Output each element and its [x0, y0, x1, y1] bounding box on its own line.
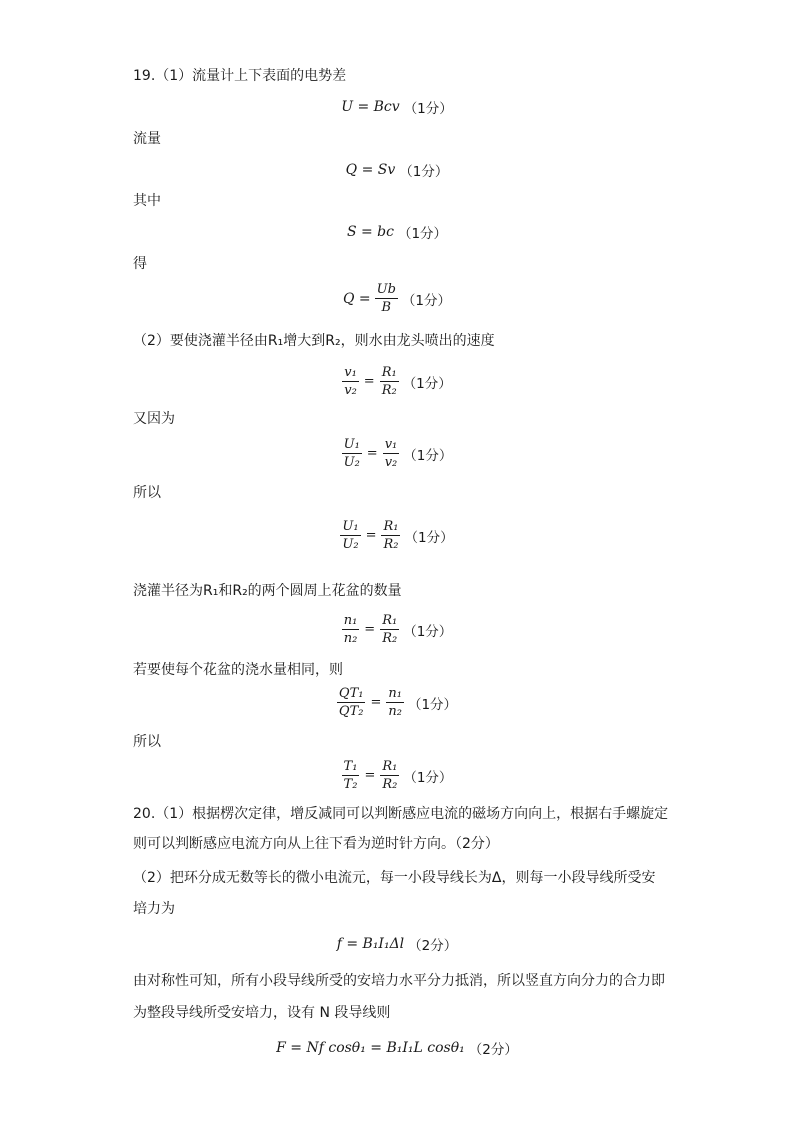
q19-thus-label: 得: [133, 256, 147, 272]
fraction: $\frac{\text{R₁}}{\text{R₂}}$: [382, 759, 398, 792]
fraction: $\frac{\text{U₁}}{\text{U₂}}$: [343, 437, 360, 470]
score-mark: （2分）: [468, 1042, 518, 1058]
score-mark: （1分）: [399, 164, 449, 180]
eq-flow-expr: Q = Sv: [345, 162, 396, 178]
fraction: $\frac{\text{v₁}}{\text{v₂}}$: [344, 365, 357, 398]
score-mark: （1分）: [397, 226, 448, 242]
fraction: $\frac{Ub}{B}$: [376, 282, 396, 315]
score-mark: （2分）: [408, 938, 458, 954]
q19-where-label: 其中: [133, 193, 161, 209]
q20-part2-heading: （2）把环分成无数等长的微小电流元，每一小段导线长为Δ，则每一小段导线所受安: [133, 870, 656, 886]
eq-element-force: [0, 934, 794, 954]
q19-heading: 19.（1）流量计上下表面的电势差: [133, 68, 347, 84]
q20-text-line: 则可以判断感应电流方向从上往下看为逆时针方向。（2分）: [133, 836, 499, 852]
eq-flow-result-lhs: Q =: [342, 290, 371, 307]
fraction: $\frac{\text{R₁}}{\text{R₂}}$: [381, 365, 397, 398]
q19-because-label: 又因为: [133, 411, 175, 427]
score-mark: （1分）: [403, 101, 453, 117]
fraction: $\frac{\text{U₁}}{\text{U₂}}$: [342, 519, 359, 552]
fraction: $\frac{\text{T₁}}{\text{T₂}}$: [343, 759, 358, 792]
eq-total-force: [0, 1038, 794, 1058]
q20-text-line: 培力为: [133, 901, 175, 917]
eq-velocity-ratio: $\frac{\text{v₁}}{\text{v₂}}$ = $\frac{\text{R₁}}{\text{R₂}}$ （1分）: [344, 365, 452, 398]
fraction: $\frac{\text{R₁}}{\text{R₂}}$: [382, 613, 398, 646]
eq-voltage-velocity: $\frac{\text{U₁}}{\text{U₂}}$ = $\frac{\text{v₁}}{\text{v₂}}$ （1分）: [343, 437, 453, 470]
eq-element-force-expr: f = B₁I₁Δl: [336, 936, 405, 952]
q19-pots-label: 浇灌半径为R₁和R₂的两个圆周上花盆的数量: [133, 583, 402, 599]
eq-flow-result: [0, 282, 794, 315]
q19-part2-heading: （2）要使浇灌半径由R₁增大到R₂，则水由龙头喷出的速度: [133, 333, 495, 349]
q19-equal-water-label: 若要使每个花盆的浇水量相同，则: [133, 662, 343, 678]
eq-potential-difference-expr: U = Bcv: [341, 99, 400, 115]
score-mark: （1分）: [403, 447, 453, 464]
fraction: $\frac{\text{n₁}}{\text{n₂}}$: [388, 686, 402, 719]
eq-area-expr: S = bc: [346, 224, 394, 240]
eq-time-radius: $\frac{\text{T₁}}{\text{T₂}}$ = $\frac{\text{R₁}}{\text{R₂}}$ （1分）: [343, 759, 453, 792]
score-mark: （1分）: [403, 769, 453, 786]
score-mark: （1分）: [403, 623, 453, 640]
q19-flow-label: 流量: [133, 131, 161, 147]
eq-flow: [0, 160, 794, 180]
q20-heading: 20.（1）根据楞次定律，增反减同可以判断感应电流的磁场方向向上，根据右手螺旋定: [133, 806, 669, 822]
q20-text-line: 为整段导线所受安培力，设有 N 段导线则: [133, 1005, 391, 1021]
score-mark: （1分）: [407, 696, 458, 713]
eq-area: [0, 222, 794, 242]
score-mark: （1分）: [404, 529, 454, 546]
q19-therefore-label-2: 所以: [133, 734, 161, 750]
score-mark: （1分）: [401, 292, 452, 309]
fraction: $\frac{\text{v₁}}{\text{v₂}}$: [384, 437, 398, 470]
fraction: $\frac{\text{n₁}}{\text{n₂}}$: [343, 613, 358, 646]
fraction: $\frac{\text{QT₁}}{\text{QT₂}}$: [338, 686, 364, 719]
eq-voltage-radius: $\frac{\text{U₁}}{\text{U₂}}$ = $\frac{\text{R₁}}{\text{R₂}}$ （1分）: [342, 519, 454, 552]
eq-pots-ratio: $\frac{\text{n₁}}{\text{n₂}}$ = $\frac{\text{R₁}}{\text{R₂}}$ （1分）: [343, 613, 453, 646]
q19-therefore-label: 所以: [133, 485, 161, 501]
fraction: $\frac{\text{R₁}}{\text{R₂}}$: [383, 519, 399, 552]
eq-total-force-expr: F = Nf cosθ₁ = B₁I₁L cosθ₁: [276, 1040, 465, 1056]
q20-text-line: 由对称性可知，所有小段导线所受的安培力水平分力抵消，所以竖直方向分力的合力即: [133, 973, 665, 989]
eq-potential-difference: [0, 97, 794, 117]
eq-time-pots: $\frac{\text{QT₁}}{\text{QT₂}}$ = $\frac{\text{n₁}}{\text{n₂}}$ （1分）: [338, 686, 458, 719]
score-mark: （1分）: [402, 375, 452, 392]
